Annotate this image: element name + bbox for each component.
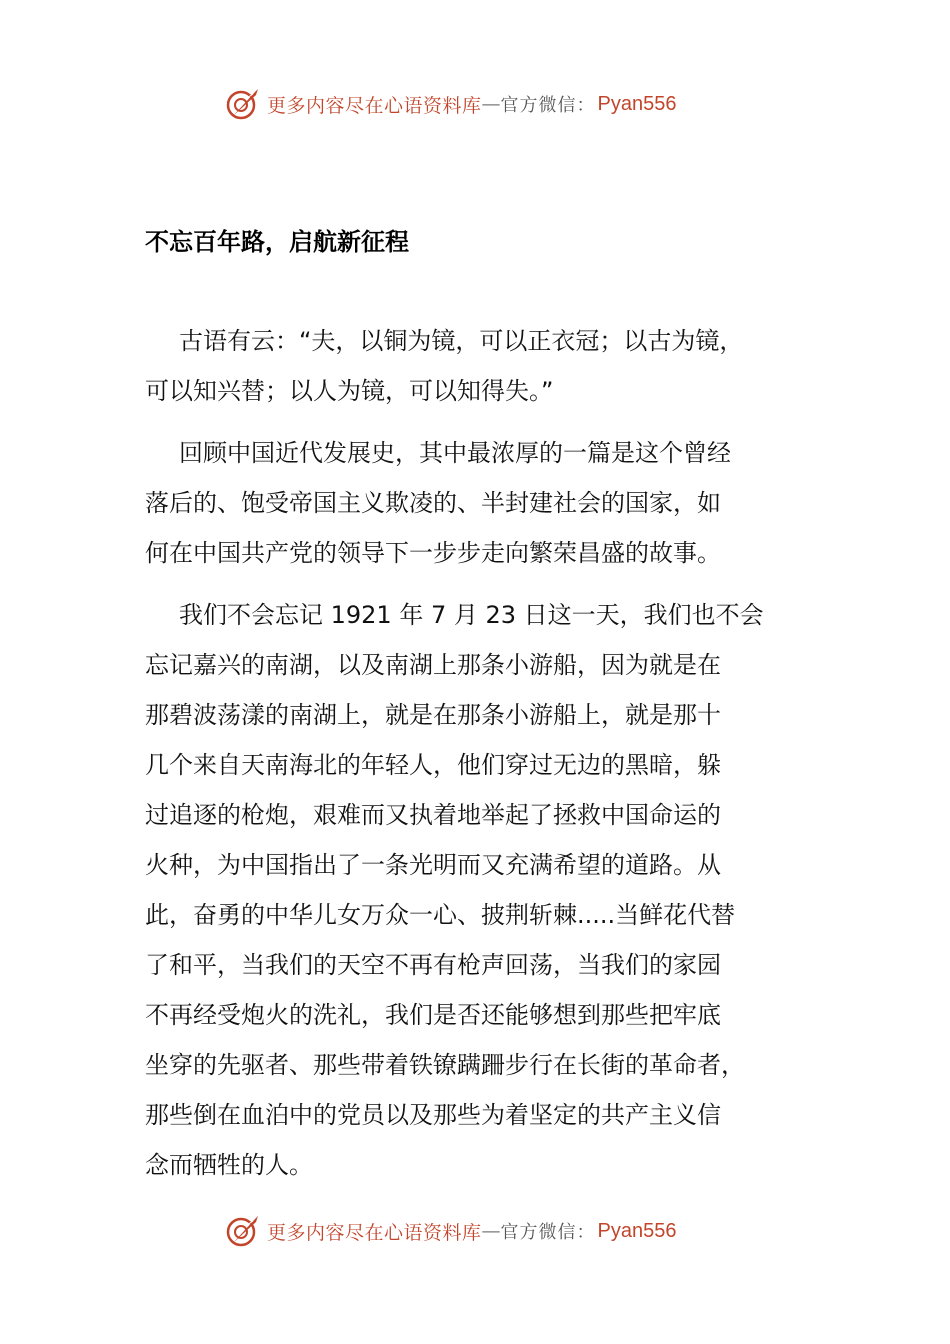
text-line: 几个来自天南海北的年轻人，他们穿过无边的黑暗，躲 xyxy=(145,751,721,779)
banner-text: 更多内容尽在心语资料库 xyxy=(267,94,482,117)
text-line: 落后的、饱受帝国主义欺凌的、半封建社会的国家，如 xyxy=(145,489,721,517)
paragraph-2 xyxy=(145,428,810,578)
text-line: 那些倒在血泊中的党员以及那些为着坚定的共产主义信 xyxy=(145,1101,721,1129)
text-line: 何在中国共产党的领导下一步步走向繁荣昌盛的故事。 xyxy=(145,539,721,567)
banner-separator: — xyxy=(481,1220,501,1242)
article-body xyxy=(145,316,810,1202)
paragraph-1 xyxy=(145,316,810,416)
footer-banner xyxy=(225,1213,676,1249)
text-line: 回顾中国近代发展史，其中最浓厚的一篇是这个曾经 xyxy=(179,439,731,467)
banner-wechat-id: Pyan556 xyxy=(597,1219,677,1242)
banner-text: 更多内容尽在心语资料库 xyxy=(267,1221,482,1244)
banner-wechat-label: 官方微信： xyxy=(500,1222,596,1243)
banner-wechat-label: 官方微信： xyxy=(500,95,596,116)
paragraph-3 xyxy=(145,590,810,1190)
text-line: 忘记嘉兴的南湖，以及南湖上那条小游船，因为就是在 xyxy=(145,651,721,679)
banner-wechat-id: Pyan556 xyxy=(597,92,677,115)
text-line: 古语有云：“夫，以铜为镜，可以正衣冠；以古为镜， xyxy=(179,327,744,355)
text-line: 我们不会忘记 1921 年 7 月 23 日这一天，我们也不会 xyxy=(179,601,764,629)
text-line: 了和平，当我们的天空不再有枪声回荡，当我们的家园 xyxy=(145,951,721,979)
text-line: 那碧波荡漾的南湖上，就是在那条小游船上，就是那十 xyxy=(145,701,721,729)
article-title: 不忘百年路，启航新征程 xyxy=(145,228,409,256)
text-line: 过追逐的枪炮，艰难而又执着地举起了拯救中国命运的 xyxy=(145,801,721,829)
text-line: 可以知兴替；以人为镜，可以知得失。” xyxy=(145,377,554,405)
text-line: 此，奋勇的中华儿女万众一心、披荆斩棘.....当鲜花代替 xyxy=(145,901,736,929)
quill-logo-icon xyxy=(225,1213,261,1249)
header-banner xyxy=(225,86,676,122)
banner-separator: — xyxy=(481,93,501,115)
text-line: 念而牺牲的人。 xyxy=(145,1151,313,1179)
text-line: 坐穿的先驱者、那些带着铁镣蹒跚步行在长街的革命者， xyxy=(145,1051,745,1079)
text-line: 不再经受炮火的洗礼，我们是否还能够想到那些把牢底 xyxy=(145,1001,721,1029)
quill-logo-icon xyxy=(225,86,261,122)
text-line: 火种，为中国指出了一条光明而又充满希望的道路。从 xyxy=(145,851,721,879)
